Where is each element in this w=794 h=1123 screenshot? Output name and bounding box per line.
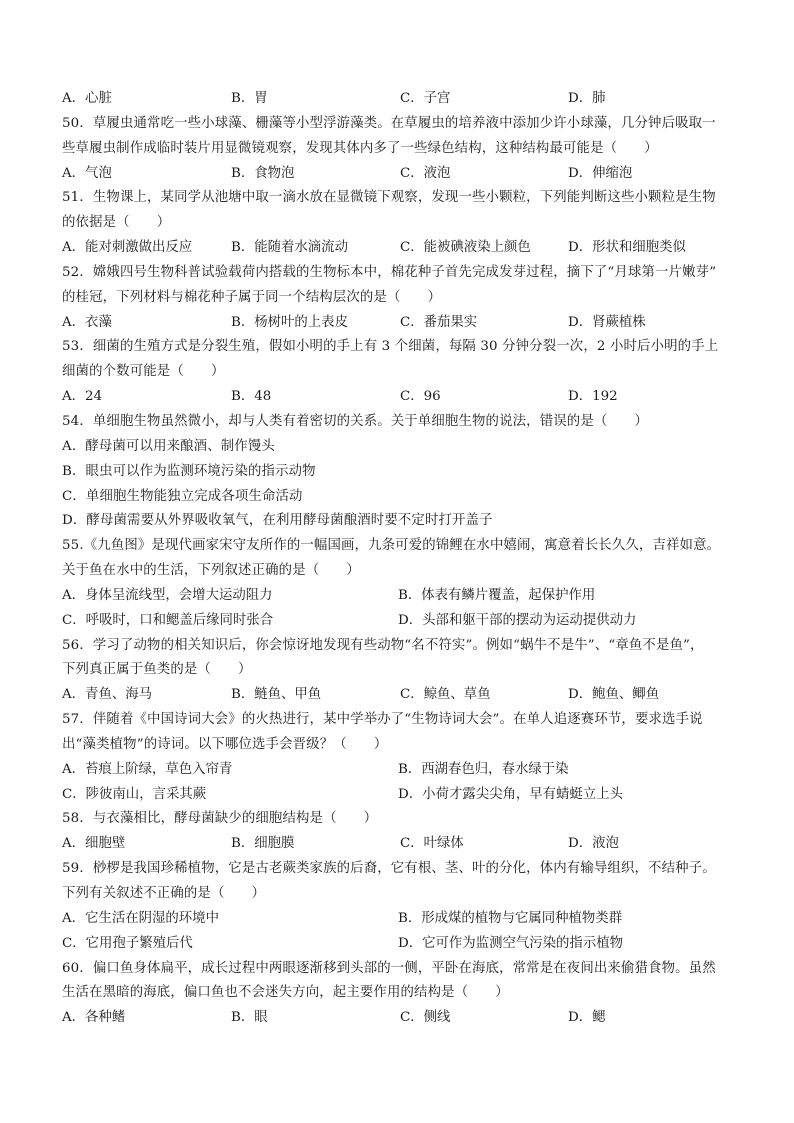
answer-option: D．鲍鱼、鲫鱼 (568, 687, 660, 703)
question-line: 生活在黑暗的海底，偏口鱼也不会迷失方向，起主要作用的结构是（ ） (62, 985, 509, 1001)
answer-option: B．形成煤的植物与它属同种植物类群 (398, 910, 623, 926)
answer-option: B．西湖春色归，春水绿于染 (398, 761, 569, 777)
answer-option: B．能随着水滴流动 (231, 240, 348, 256)
option-row (62, 932, 746, 957)
question-line: 下列有关叙述不正确的是（ ） (62, 886, 266, 901)
question-line: 些草履虫制作成临时装片用显微镜观察，发现其体内多了一些绿色结构，这种结构最可能是（ ） (62, 140, 658, 156)
answer-option: A．24 (62, 389, 103, 405)
answer-option: A．它生活在阴湿的环境中 (62, 910, 219, 926)
option-row (62, 162, 746, 187)
option-row (62, 907, 746, 932)
question-line: B．眼虫可以作为监测环境污染的指示动物 (62, 463, 316, 479)
option-row (62, 236, 746, 261)
answer-option: B．胃 (231, 91, 268, 106)
answer-option: D．192 (568, 389, 618, 405)
question-line: A．酵母菌可以用来酿酒、制作馒头 (62, 438, 275, 454)
answer-option: D．液泡 (568, 836, 619, 852)
option-row (62, 311, 746, 336)
answer-option: C．鲸鱼、草鱼 (400, 687, 491, 703)
answer-option: B．眼 (231, 1010, 268, 1026)
option-row (62, 758, 746, 783)
answer-option: C．陟彼南山，言采其蕨 (62, 786, 207, 802)
answer-option: D．伸缩泡 (568, 165, 633, 181)
answer-option: A．衣藻 (62, 314, 112, 330)
question-line: D．酵母菌需要从外界吸收氧气，在利用酵母菌酿酒时要不定时打开盖子 (62, 513, 493, 529)
question-line: 54．单细胞生物虽然微小，却与人类有着密切的关系。关于单细胞生物的说法，错误的是（ ） (62, 413, 649, 429)
question-line: 56．学习了动物的相关知识后，你会惊讶地发现有些动物“名不符实”。例如“蜗牛不是牛”、“章鱼不是鱼”， (62, 637, 704, 653)
question-line: 52．嫦娥四号生物科普试验载荷内搭载的生物标本中，棉花种子首先完成发芽过程，摘下了“月球第一片嫩芽” (62, 264, 717, 280)
question-line: 关于鱼在水中的生活，下列叙述正确的是（ ） (62, 563, 360, 579)
option-row (62, 87, 746, 112)
question-line: 60．偏口鱼身体扁平，成长过程中两眼逐渐移到头部的一侧，平卧在海底，常常是在夜间出来偷猎食物。虽然 (62, 960, 716, 976)
answer-option: D．形状和细胞类似 (568, 240, 686, 256)
question-line: 57．伴随着《中国诗词大会》的火热进行，某中学举办了“生物诗词大会”。在单人追逐赛环节，要求选手说 (62, 712, 703, 728)
answer-option: A．心脏 (62, 91, 112, 106)
answer-option: C．96 (400, 389, 441, 405)
answer-option: D．头部和躯干部的摆动为运动提供动力 (398, 612, 637, 628)
answer-option: D．肺 (568, 91, 606, 106)
answer-option: D．它可作为监测空气污染的指示植物 (398, 935, 623, 951)
answer-option: A．细胞壁 (62, 836, 126, 852)
answer-option: B．细胞膜 (231, 836, 295, 852)
option-row (62, 832, 746, 857)
answer-option: B．鲢鱼、甲鱼 (231, 687, 322, 703)
answer-option: A．苔痕上阶绿，草色入帘青 (62, 761, 233, 777)
question-line: 的依据是（ ） (62, 215, 171, 231)
option-row (62, 385, 746, 410)
answer-option: B．体表有鳞片覆盖，起保护作用 (398, 587, 596, 603)
answer-option: C．能被碘液染上颜色 (400, 240, 531, 256)
question-line: 50．草履虫通常吃一些小球藻、栅藻等小型浮游藻类。在草履虫的培养液中添加少许小球藻，几分钟后吸取一 (62, 115, 716, 131)
question-line: 53．细菌的生殖方式是分裂生殖，假如小明的手上有 3 个细菌，每隔 30 分钟分裂一次，2 小时后小明的手上 (62, 339, 719, 355)
answer-option: B．杨树叶的上表皮 (231, 314, 348, 330)
answer-option: C．它用孢子繁殖后代 (62, 935, 193, 951)
option-row (62, 1006, 746, 1031)
question-line: C．单细胞生物能独立完成各项生命活动 (62, 488, 303, 504)
option-row (62, 584, 746, 609)
answer-option: D．肾蕨植株 (568, 314, 646, 330)
answer-option: A．身体呈流线型，会增大运动阻力 (62, 587, 273, 603)
answer-option: C．番茄果实 (400, 314, 478, 330)
question-line: 59．桫椤是我国珍稀植物，它是古老蕨类家族的后裔，它有根、茎、叶的分化，体内有输导组织，不结种子。 (62, 861, 716, 877)
answer-option: D．小荷才露尖尖角，早有蜻蜓立上头 (398, 786, 623, 802)
answer-option: C．呼吸时，口和鳃盖后缘同时张合 (62, 612, 274, 628)
option-row (62, 609, 746, 634)
question-line: 51．生物课上，某同学从池塘中取一滴水放在显微镜下观察，发现一些小颗粒，下列能判断这些小颗粒是生物 (62, 190, 716, 206)
question-line: 55.《九鱼图》是现代画家宋守友所作的一幅国画，九条可爱的锦鲤在水中嬉闹，寓意着长长久久，吉祥如意。 (62, 538, 721, 554)
exam-page (62, 87, 746, 1031)
answer-option: A．青鱼、海马 (62, 687, 153, 703)
answer-option: A．气泡 (62, 165, 112, 181)
question-line: 58．与衣藻相比，酵母菌缺少的细胞结构是（ ） (62, 811, 378, 827)
option-row (62, 683, 746, 708)
answer-option: C．液泡 (400, 165, 451, 181)
question-line: 出“藻类植物”的诗词。以下哪位选手会晋级？（ ） (62, 736, 388, 752)
answer-option: C．侧线 (400, 1010, 451, 1026)
answer-option: C．子宫 (400, 91, 451, 106)
question-line: 下列真正属于鱼类的是（ ） (62, 662, 252, 678)
answer-option: C．叶绿体 (400, 836, 464, 852)
answer-option: A．各种鳍 (62, 1010, 126, 1026)
answer-option: B．48 (231, 389, 272, 405)
question-line: 的桂冠，下列材料与棉花种子属于同一个结构层次的是（ ） (62, 289, 442, 305)
answer-option: B．食物泡 (231, 165, 295, 181)
answer-option: A．能对刺激做出反应 (62, 240, 193, 256)
question-line: 细菌的个数可能是（ ） (62, 364, 225, 380)
option-row (62, 783, 746, 808)
answer-option: D．鳃 (568, 1010, 606, 1026)
